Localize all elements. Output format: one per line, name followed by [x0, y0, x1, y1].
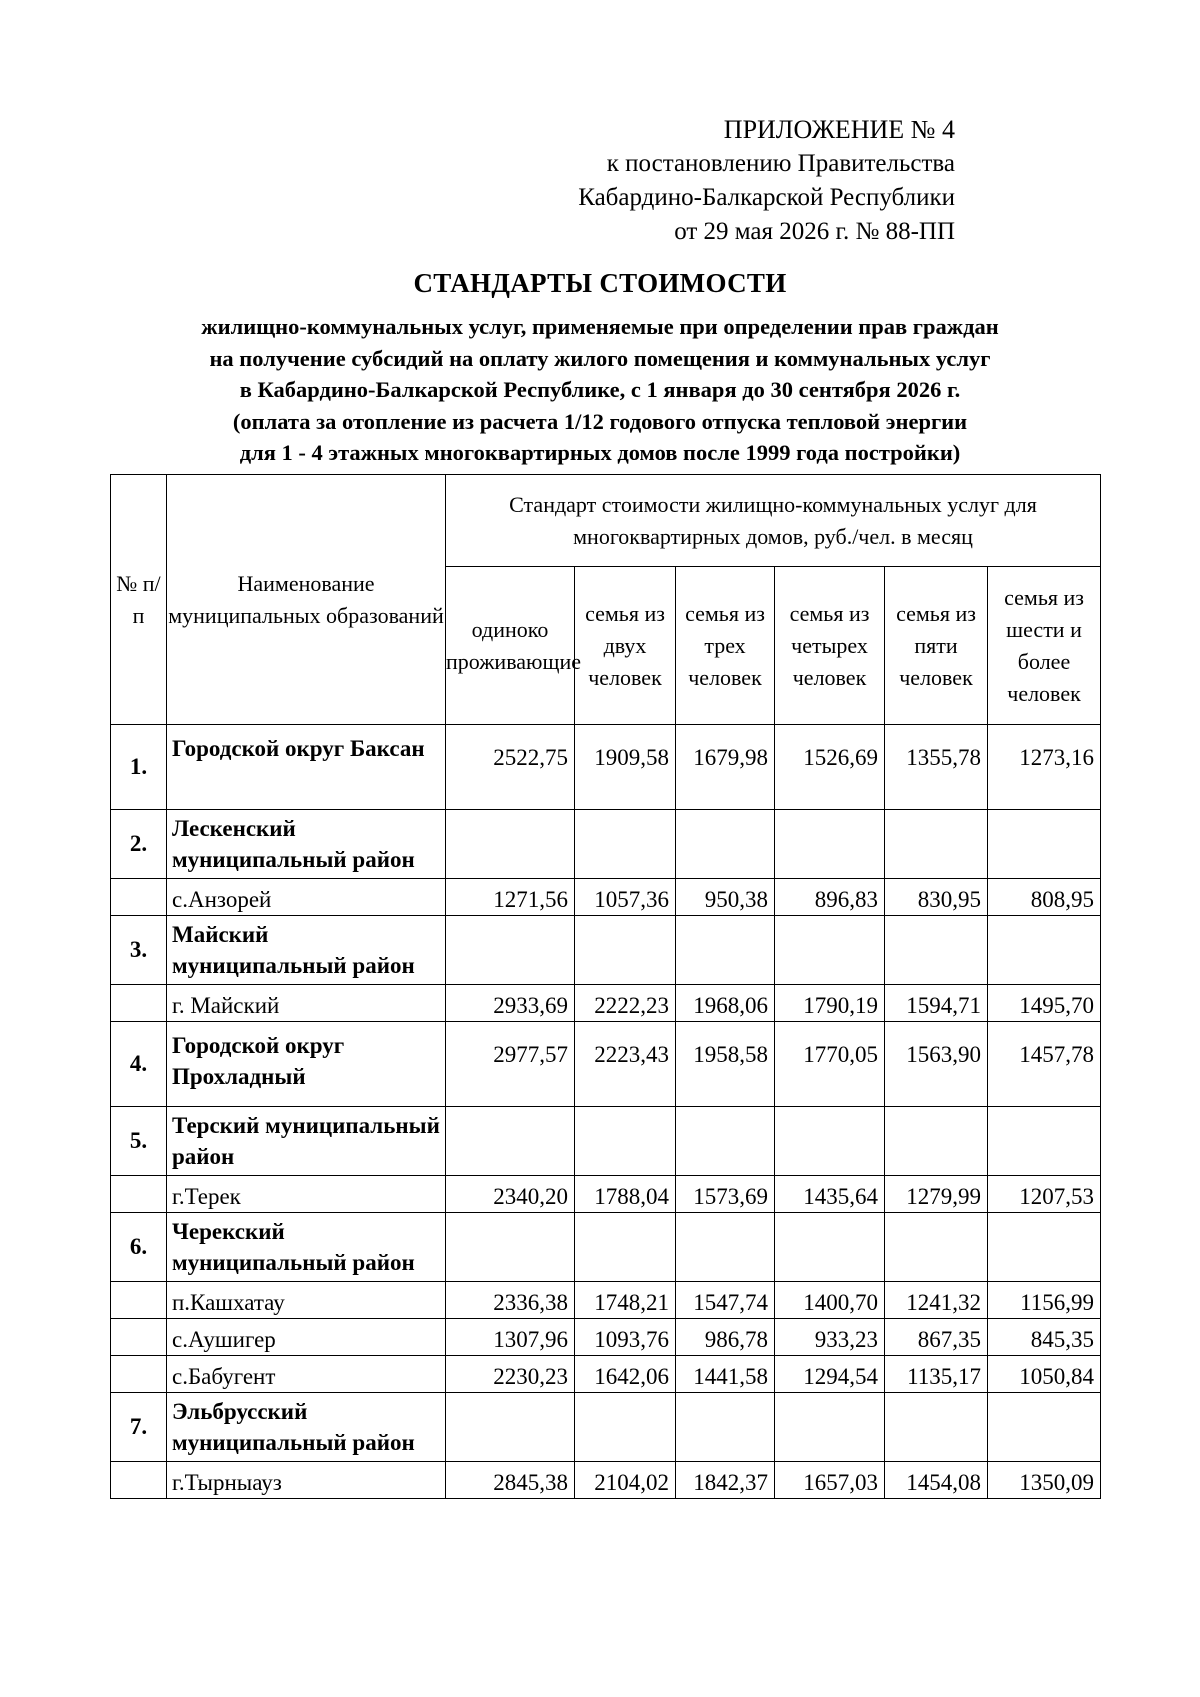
table-row: [111, 1176, 1101, 1213]
value-cell: [988, 916, 1101, 985]
appendix-title: ПРИЛОЖЕНИЕ № 4: [723, 115, 955, 144]
value-cell: [775, 1107, 885, 1176]
row-name: г.Тырныауз: [167, 1462, 446, 1499]
table-row: [111, 1462, 1101, 1499]
value-cell: 867,35: [885, 1319, 988, 1356]
value-cell: 1400,70: [775, 1282, 885, 1319]
value-cell: 1909,58: [575, 725, 676, 810]
header-group: Стандарт стоимости жилищно-коммунальных услуг для многоквартирных домов, руб./чел. в месяц: [446, 475, 1101, 567]
value-cell: [575, 1213, 676, 1282]
value-cell: 1495,70: [988, 985, 1101, 1022]
row-name: Майский муниципальный район: [167, 916, 446, 985]
row-number: [111, 1282, 167, 1319]
row-name: Лескенский муниципальный район: [167, 810, 446, 879]
value-cell: [446, 810, 575, 879]
header-col-2: семья из двух человек: [575, 567, 676, 725]
value-cell: 2977,57: [446, 1022, 575, 1107]
value-cell: 808,95: [988, 879, 1101, 916]
row-number: [111, 985, 167, 1022]
row-number: [111, 879, 167, 916]
value-cell: 2845,38: [446, 1462, 575, 1499]
value-cell: 1547,74: [676, 1282, 775, 1319]
value-cell: [676, 810, 775, 879]
row-name: с.Бабугент: [167, 1356, 446, 1393]
value-cell: 1207,53: [988, 1176, 1101, 1213]
value-cell: [676, 1393, 775, 1462]
value-cell: 2230,23: [446, 1356, 575, 1393]
table-row: [111, 725, 1101, 810]
value-cell: [988, 1393, 1101, 1462]
value-cell: 1594,71: [885, 985, 988, 1022]
value-cell: 1563,90: [885, 1022, 988, 1107]
value-cell: 1770,05: [775, 1022, 885, 1107]
row-name: Черекский муниципальный район: [167, 1213, 446, 1282]
value-cell: 2223,43: [575, 1022, 676, 1107]
subtitle-line-4: (оплата за отопление из расчета 1/12 годового отпуска тепловой энергии: [232, 408, 968, 434]
value-cell: [775, 1393, 885, 1462]
value-cell: [885, 1213, 988, 1282]
value-cell: 2336,38: [446, 1282, 575, 1319]
value-cell: [446, 916, 575, 985]
value-cell: 1435,64: [775, 1176, 885, 1213]
value-cell: 1273,16: [988, 725, 1101, 810]
value-cell: [988, 1107, 1101, 1176]
value-cell: 1050,84: [988, 1356, 1101, 1393]
subtitle-line-5: для 1 - 4 этажных многоквартирных домов после 1999 года постройки): [239, 440, 961, 465]
value-cell: [988, 1213, 1101, 1282]
row-number: [111, 1356, 167, 1393]
value-cell: 2104,02: [575, 1462, 676, 1499]
value-cell: [775, 1213, 885, 1282]
table-row: [111, 810, 1101, 879]
row-number: [111, 1319, 167, 1356]
value-cell: 2222,23: [575, 985, 676, 1022]
table-row: [111, 1022, 1101, 1107]
value-cell: 1350,09: [988, 1462, 1101, 1499]
header-col-1: одиноко проживающие: [446, 567, 575, 725]
row-number: 5.: [111, 1107, 167, 1176]
value-cell: 1441,58: [676, 1356, 775, 1393]
value-cell: 1526,69: [775, 725, 885, 810]
table-row: [111, 1319, 1101, 1356]
value-cell: [885, 1393, 988, 1462]
appendix-line-1: к постановлению Правительства: [606, 150, 955, 177]
value-cell: 1294,54: [775, 1356, 885, 1393]
value-cell: 1679,98: [676, 725, 775, 810]
value-cell: [775, 810, 885, 879]
value-cell: [446, 1213, 575, 1282]
value-cell: [575, 1393, 676, 1462]
subtitle-line-3: в Кабардино-Балкарской Республике, с 1 января до 30 сентября 2026 г.: [239, 377, 961, 402]
appendix-line-2: Кабардино-Балкарской Республики: [578, 184, 955, 211]
row-number: 7.: [111, 1393, 167, 1462]
value-cell: 830,95: [885, 879, 988, 916]
row-name: Городской округ Баксан: [167, 725, 446, 810]
document-subtitle: [0, 311, 1200, 469]
value-cell: 2522,75: [446, 725, 575, 810]
value-cell: 1057,36: [575, 879, 676, 916]
value-cell: 845,35: [988, 1319, 1101, 1356]
table-row: [111, 879, 1101, 916]
value-cell: 1573,69: [676, 1176, 775, 1213]
value-cell: 1156,99: [988, 1282, 1101, 1319]
header-col-4: семья из четырех человек: [775, 567, 885, 725]
row-number: 4.: [111, 1022, 167, 1107]
standards-table: [110, 474, 1101, 1499]
value-cell: [575, 1107, 676, 1176]
value-cell: 1457,78: [988, 1022, 1101, 1107]
value-cell: [676, 1107, 775, 1176]
table-row: [111, 1107, 1101, 1176]
value-cell: 1271,56: [446, 879, 575, 916]
header-col-6: семья из шести и более человек: [988, 567, 1101, 725]
row-name: с.Анзорей: [167, 879, 446, 916]
header-col-5: семья из пяти человек: [885, 567, 988, 725]
value-cell: 1355,78: [885, 725, 988, 810]
value-cell: 896,83: [775, 879, 885, 916]
value-cell: 1842,37: [676, 1462, 775, 1499]
row-name: с.Аушигер: [167, 1319, 446, 1356]
header-num: № п/п: [111, 475, 167, 725]
table-header: [111, 475, 1101, 725]
value-cell: [885, 1107, 988, 1176]
value-cell: 1968,06: [676, 985, 775, 1022]
value-cell: 1093,76: [575, 1319, 676, 1356]
row-number: [111, 1176, 167, 1213]
row-name: Терский муниципальный район: [167, 1107, 446, 1176]
table-row: [111, 1213, 1101, 1282]
row-number: 3.: [111, 916, 167, 985]
header-name: Наименование муниципальных образований: [167, 475, 446, 725]
value-cell: 2933,69: [446, 985, 575, 1022]
row-name: Городской округ Прохладный: [167, 1022, 446, 1107]
row-number: 6.: [111, 1213, 167, 1282]
value-cell: 1241,32: [885, 1282, 988, 1319]
value-cell: [885, 916, 988, 985]
row-number: 1.: [111, 725, 167, 810]
row-name: п.Кашхатау: [167, 1282, 446, 1319]
value-cell: 1958,58: [676, 1022, 775, 1107]
value-cell: [988, 810, 1101, 879]
row-name: Эльбрусский муниципальный район: [167, 1393, 446, 1462]
table-body: [111, 725, 1101, 1499]
value-cell: [575, 916, 676, 985]
value-cell: 1135,17: [885, 1356, 988, 1393]
subtitle-line-1: жилищно-коммунальных услуг, применяемые при определении прав граждан: [201, 314, 999, 339]
value-cell: [676, 916, 775, 985]
value-cell: 1279,99: [885, 1176, 988, 1213]
table-row: [111, 1356, 1101, 1393]
table-row: [111, 1393, 1101, 1462]
table-row: [111, 985, 1101, 1022]
value-cell: 1788,04: [575, 1176, 676, 1213]
value-cell: [446, 1393, 575, 1462]
value-cell: 986,78: [676, 1319, 775, 1356]
value-cell: [446, 1107, 575, 1176]
value-cell: [575, 810, 676, 879]
value-cell: 950,38: [676, 879, 775, 916]
header-col-3: семья из трех человек: [676, 567, 775, 725]
value-cell: 1748,21: [575, 1282, 676, 1319]
value-cell: 1790,19: [775, 985, 885, 1022]
value-cell: 1454,08: [885, 1462, 988, 1499]
row-number: 2.: [111, 810, 167, 879]
value-cell: [676, 1213, 775, 1282]
row-name: г. Майский: [167, 985, 446, 1022]
document-title: СТАНДАРТЫ СТОИМОСТИ: [413, 268, 787, 298]
table-row: [111, 1282, 1101, 1319]
value-cell: 2340,20: [446, 1176, 575, 1213]
value-cell: 1657,03: [775, 1462, 885, 1499]
value-cell: [885, 810, 988, 879]
value-cell: 1307,96: [446, 1319, 575, 1356]
value-cell: 933,23: [775, 1319, 885, 1356]
row-number: [111, 1462, 167, 1499]
table-row: [111, 916, 1101, 985]
appendix-block: [578, 113, 955, 249]
row-name: г.Терек: [167, 1176, 446, 1213]
appendix-line-3: от 29 мая 2026 г. № 88-ПП: [674, 218, 955, 245]
value-cell: 1642,06: [575, 1356, 676, 1393]
value-cell: [775, 916, 885, 985]
subtitle-line-2: на получение субсидий на оплату жилого помещения и коммунальных услуг: [209, 345, 991, 371]
